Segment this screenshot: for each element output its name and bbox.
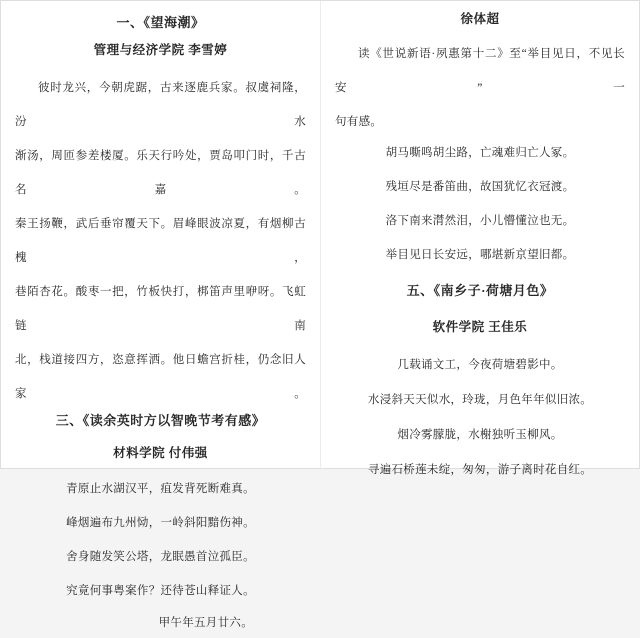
poem-body [15,472,306,638]
poem-line: 舍身随发笑公塔，龙眠愚首泣孤臣。 [66,551,255,563]
poem-line: 青原止水湖汉平，疽发背死断难真。 [66,483,255,495]
poem-author: 软件学院 王佳乐 [432,320,528,334]
preface-line: 句有感。 [335,116,383,128]
poem-line: 胡马嘶鸣胡尘路，亡魂难归亡人冢。 [385,147,575,159]
poem-line: 秦王扬鞭，武后垂帘覆天下。眉峰眼波凉夏，有烟柳古槐， [15,218,306,264]
poem-body [335,348,625,488]
poem-body [15,71,306,411]
poem-line: 烟冷雾朦胧，水榭独听玉柳风。 [397,429,563,441]
poem-line: 几载诵文工，今夜荷塘碧影中。 [397,359,563,371]
poem-line: 彼时龙兴，今朝虎踞，古来逐鹿兵家。叔虞祠隆，汾水 [15,82,306,128]
poem-line: 洛下南来潸然泪，小儿懵懂泣也无。 [385,215,575,227]
poem-line: 峰烟遍布九州恸，一岭斜阳黯伤神。 [66,517,255,529]
poem-line: 残垣尽是番笛曲，故国犹忆衣冠渡。 [385,181,575,193]
poem-author: 徐体超 [460,12,500,26]
poem-line: 渐汤，周匝参差楼厦。乐天行吟处，贾岛叩门时，千古名嘉。 [15,150,306,196]
poem-line: 举目见日长安远，哪堪新京望旧都。 [385,249,575,261]
poem-line: 究竟何事粤案作？还待苍山释证人。 [66,585,255,597]
poem-line: 北，栈道接四方，恣意挥洒。他日蟾宫折桂，仍念旧人家。 [15,354,306,400]
poem-line: 寻遍石桥莲未绽，匆匆，游子离时花自红。 [367,464,593,476]
page-right-column [320,1,639,476]
poem-line: 巷陌杏花。酸枣一把，竹板快打，梆笛声里咿呀。飞虹链南 [15,286,306,332]
poem-body [335,136,625,272]
poem-author: 管理与经济学院 李雪婷 [93,43,228,57]
page-left-column [1,1,320,629]
poem-line: 水浸斜天天似水，玲珑，月色年年似旧浓。 [367,394,593,406]
poem-title: 三、《读余英时方以智晚节考有感》 [55,413,266,428]
poem-title: 五、《南乡子·荷塘月色》 [406,283,554,298]
preface-line: 读《世说新语·夙惠第十二》至“举目见日，不见长安”一 [335,48,625,94]
poem-title: 一、《望海潮》 [116,15,205,30]
poem-preface [335,37,625,139]
poem-date: 甲午年五月廿六。 [158,617,253,629]
poem-author: 材料学院 付伟强 [113,446,208,460]
